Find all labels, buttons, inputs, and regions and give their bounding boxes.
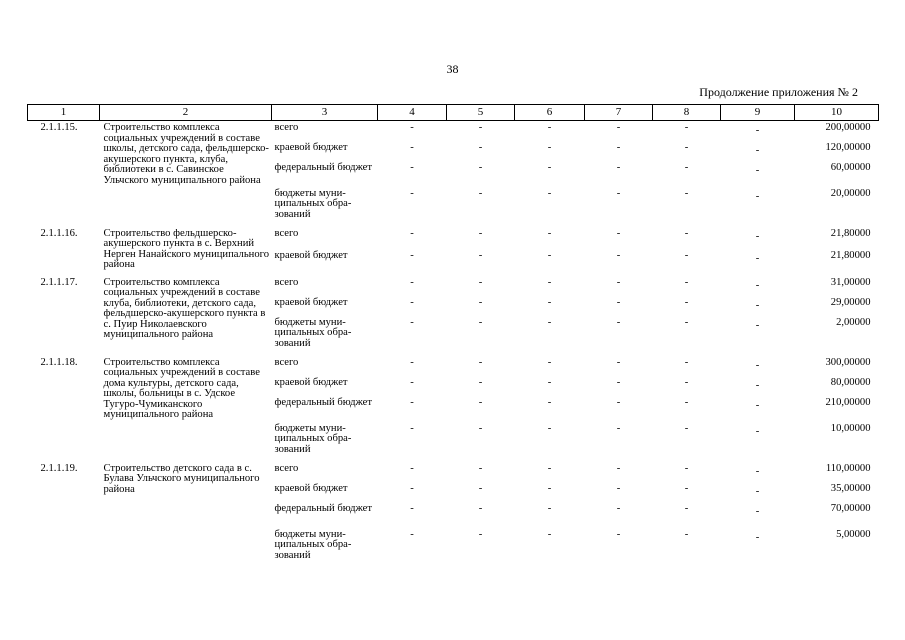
empty-dash-cell: - [410, 528, 414, 540]
funding-source: всего [274, 227, 299, 239]
empty-dash-cell: - [684, 528, 689, 540]
total-amount: 21,80000 [830, 249, 871, 261]
table-body [28, 121, 879, 568]
total-amount: 35,00000 [830, 482, 871, 494]
empty-dash-cell: - [547, 396, 552, 408]
empty-dash-cell: - [684, 502, 689, 514]
total-amount: 80,00000 [830, 376, 871, 388]
row-name: Строительство детского сада в с. Булава Ульчского муниципального района [103, 462, 260, 495]
funding-source: бюджеты муни-ципальных обра-зований [274, 187, 352, 220]
total-amount: 10,00000 [830, 422, 871, 434]
continuation-note: Продолжение приложения № 2 [699, 85, 858, 99]
table-row [28, 276, 879, 296]
empty-dash-cell: - [616, 422, 621, 434]
empty-dash-cell: - [755, 485, 760, 497]
empty-dash-cell: - [755, 399, 760, 411]
total-amount: 29,00000 [830, 296, 871, 308]
empty-dash-cell: - [684, 482, 689, 494]
funding-source: краевой бюджет [274, 376, 348, 388]
total-amount: 210,00000 [825, 396, 871, 408]
empty-dash-cell: - [547, 462, 552, 474]
empty-dash-cell: - [478, 376, 483, 388]
empty-dash-cell: - [755, 279, 760, 291]
empty-dash-cell: - [547, 502, 552, 514]
empty-dash-cell: - [616, 396, 621, 408]
empty-dash-cell: - [684, 356, 689, 368]
funding-source: всего [274, 356, 299, 368]
empty-dash-cell: - [684, 462, 689, 474]
empty-dash-cell: - [547, 161, 552, 173]
empty-dash-cell: - [410, 276, 414, 288]
spacer-cell [28, 563, 879, 568]
empty-dash-cell: - [547, 422, 552, 434]
column-header: 7 [585, 105, 653, 121]
total-amount: 60,00000 [830, 161, 871, 173]
empty-dash-cell: - [547, 482, 552, 494]
row-name: Строительство комплекса социальных учреждений в составе школы, детского сада, фельдшерско-акушерского пункта, клуба, библиотеки в с. Савинское Ульчского муниципального района [103, 122, 269, 186]
empty-dash-cell: - [478, 249, 483, 261]
empty-dash-cell: - [410, 227, 414, 239]
empty-dash-cell: - [755, 190, 760, 202]
empty-dash-cell: - [684, 276, 689, 288]
empty-dash-cell: - [755, 299, 760, 311]
empty-dash-cell: - [616, 528, 621, 540]
empty-dash-cell: - [616, 227, 621, 239]
empty-dash-cell: - [755, 319, 760, 331]
empty-dash-cell: - [755, 531, 760, 543]
empty-dash-cell: - [684, 422, 689, 434]
empty-dash-cell: - [478, 141, 483, 153]
column-header: 9 [721, 105, 795, 121]
header-row [28, 105, 879, 121]
row-name: Строительство комплекса социальных учреждений в составе клуба, библиотеки, детского сада, фельдшерско-акушерского пункта в с. Пуир Николаевского муниципального района [103, 276, 266, 340]
empty-dash-cell: - [547, 276, 552, 288]
empty-dash-cell: - [410, 122, 414, 133]
empty-dash-cell: - [755, 425, 760, 437]
funding-source: всего [274, 276, 299, 288]
row-name: Строительство комплекса социальных учреждений в составе дома культуры, детского сада, школы, больницы в с. Удское Тугуро-Чумиканского муниципального района [103, 356, 260, 420]
funding-source: краевой бюджет [274, 482, 348, 494]
total-amount: 110,00000 [825, 462, 871, 474]
empty-dash-cell: - [478, 396, 483, 408]
column-header: 2 [100, 105, 272, 121]
row-code: 2.1.1.17. [40, 276, 78, 288]
empty-dash-cell: - [755, 125, 760, 136]
total-amount: 70,00000 [830, 502, 871, 514]
table-row [28, 356, 879, 376]
empty-dash-cell: - [616, 187, 621, 199]
empty-dash-cell: - [684, 396, 689, 408]
empty-dash-cell: - [410, 356, 414, 368]
empty-dash-cell: - [755, 230, 760, 242]
funding-source: всего [274, 122, 299, 133]
empty-dash-cell: - [478, 356, 483, 368]
empty-dash-cell: - [684, 161, 689, 173]
empty-dash-cell: - [755, 359, 760, 371]
empty-dash-cell: - [616, 376, 621, 388]
empty-dash-cell: - [478, 296, 483, 308]
empty-dash-cell: - [755, 505, 760, 517]
table-row [28, 227, 879, 249]
empty-dash-cell: - [410, 141, 414, 153]
row-code: 2.1.1.18. [40, 356, 78, 368]
empty-dash-cell: - [547, 249, 552, 261]
total-amount: 20,00000 [830, 187, 871, 199]
total-amount: 31,00000 [830, 276, 871, 288]
funding-source: бюджеты муни-ципальных обра-зований [274, 422, 352, 455]
empty-dash-cell: - [616, 296, 621, 308]
empty-dash-cell: - [616, 249, 621, 261]
empty-dash-cell: - [755, 144, 760, 156]
column-header: 4 [378, 105, 447, 121]
empty-dash-cell: - [684, 187, 689, 199]
empty-dash-cell: - [410, 316, 414, 328]
funding-source: бюджеты муни-ципальных обра-зований [274, 528, 352, 561]
empty-dash-cell: - [616, 141, 621, 153]
empty-dash-cell: - [684, 141, 689, 153]
empty-dash-cell: - [547, 296, 552, 308]
appendix-table [27, 104, 879, 568]
empty-dash-cell: - [616, 161, 621, 173]
empty-dash-cell: - [684, 227, 689, 239]
empty-dash-cell: - [755, 465, 760, 477]
column-header: 6 [515, 105, 585, 121]
empty-dash-cell: - [616, 502, 621, 514]
empty-dash-cell: - [755, 252, 760, 264]
empty-dash-cell: - [616, 122, 621, 133]
empty-dash-cell: - [478, 276, 483, 288]
funding-source: бюджеты муни-ципальных обра-зований [274, 316, 352, 349]
empty-dash-cell: - [547, 227, 552, 239]
funding-source: краевой бюджет [274, 249, 348, 261]
empty-dash-cell: - [478, 316, 483, 328]
empty-dash-cell: - [410, 422, 414, 434]
empty-dash-cell: - [684, 249, 689, 261]
empty-dash-cell: - [547, 528, 552, 540]
empty-dash-cell: - [478, 422, 483, 434]
empty-dash-cell: - [547, 376, 552, 388]
column-header: 8 [653, 105, 721, 121]
empty-dash-cell: - [478, 482, 483, 494]
funding-source: федеральный бюджет [274, 161, 373, 173]
row-code: 2.1.1.19. [40, 462, 78, 474]
empty-dash-cell: - [410, 482, 414, 494]
funding-source: федеральный бюджет [274, 502, 373, 514]
funding-source: краевой бюджет [274, 296, 348, 308]
empty-dash-cell: - [410, 396, 414, 408]
empty-dash-cell: - [755, 379, 760, 391]
empty-dash-cell: - [410, 187, 414, 199]
empty-dash-cell: - [410, 161, 414, 173]
empty-dash-cell: - [684, 376, 689, 388]
empty-dash-cell: - [410, 376, 414, 388]
empty-dash-cell: - [547, 122, 552, 133]
table-row [28, 462, 879, 482]
empty-dash-cell: - [478, 122, 483, 133]
empty-dash-cell: - [478, 227, 483, 239]
empty-dash-cell: - [478, 462, 483, 474]
empty-dash-cell: - [410, 249, 414, 261]
total-amount: 120,00000 [825, 141, 871, 153]
empty-dash-cell: - [547, 356, 552, 368]
empty-dash-cell: - [616, 462, 621, 474]
column-header: 5 [447, 105, 515, 121]
empty-dash-cell: - [547, 316, 552, 328]
empty-dash-cell: - [616, 316, 621, 328]
total-amount: 300,00000 [825, 356, 871, 368]
empty-dash-cell: - [547, 187, 552, 199]
empty-dash-cell: - [410, 296, 414, 308]
column-header: 1 [28, 105, 100, 121]
total-amount: 5,00000 [836, 528, 871, 540]
empty-dash-cell: - [684, 122, 689, 133]
empty-dash-cell: - [755, 164, 760, 176]
funding-source: федеральный бюджет [274, 396, 373, 408]
empty-dash-cell: - [478, 161, 483, 173]
total-amount: 2,00000 [836, 316, 871, 328]
empty-dash-cell: - [478, 502, 483, 514]
row-name: Строительство фельдшерско-акушерского пункта в с. Верхний Нерген Нанайского муниципального района [103, 227, 270, 270]
total-amount: 21,80000 [830, 227, 871, 239]
row-code: 2.1.1.15. [40, 122, 78, 133]
empty-dash-cell: - [410, 462, 414, 474]
empty-dash-cell: - [684, 296, 689, 308]
empty-dash-cell: - [410, 502, 414, 514]
empty-dash-cell: - [616, 276, 621, 288]
page-number: 38 [446, 62, 459, 76]
table-row [28, 121, 879, 141]
column-header: 10 [795, 105, 879, 121]
funding-source: краевой бюджет [274, 141, 348, 153]
row-spacer [28, 563, 879, 568]
total-amount: 200,00000 [825, 122, 871, 133]
empty-dash-cell: - [616, 482, 621, 494]
empty-dash-cell: - [478, 528, 483, 540]
row-code: 2.1.1.16. [40, 227, 78, 239]
empty-dash-cell: - [547, 141, 552, 153]
funding-source: всего [274, 462, 299, 474]
empty-dash-cell: - [616, 356, 621, 368]
empty-dash-cell: - [684, 316, 689, 328]
column-header: 3 [272, 105, 378, 121]
empty-dash-cell: - [478, 187, 483, 199]
